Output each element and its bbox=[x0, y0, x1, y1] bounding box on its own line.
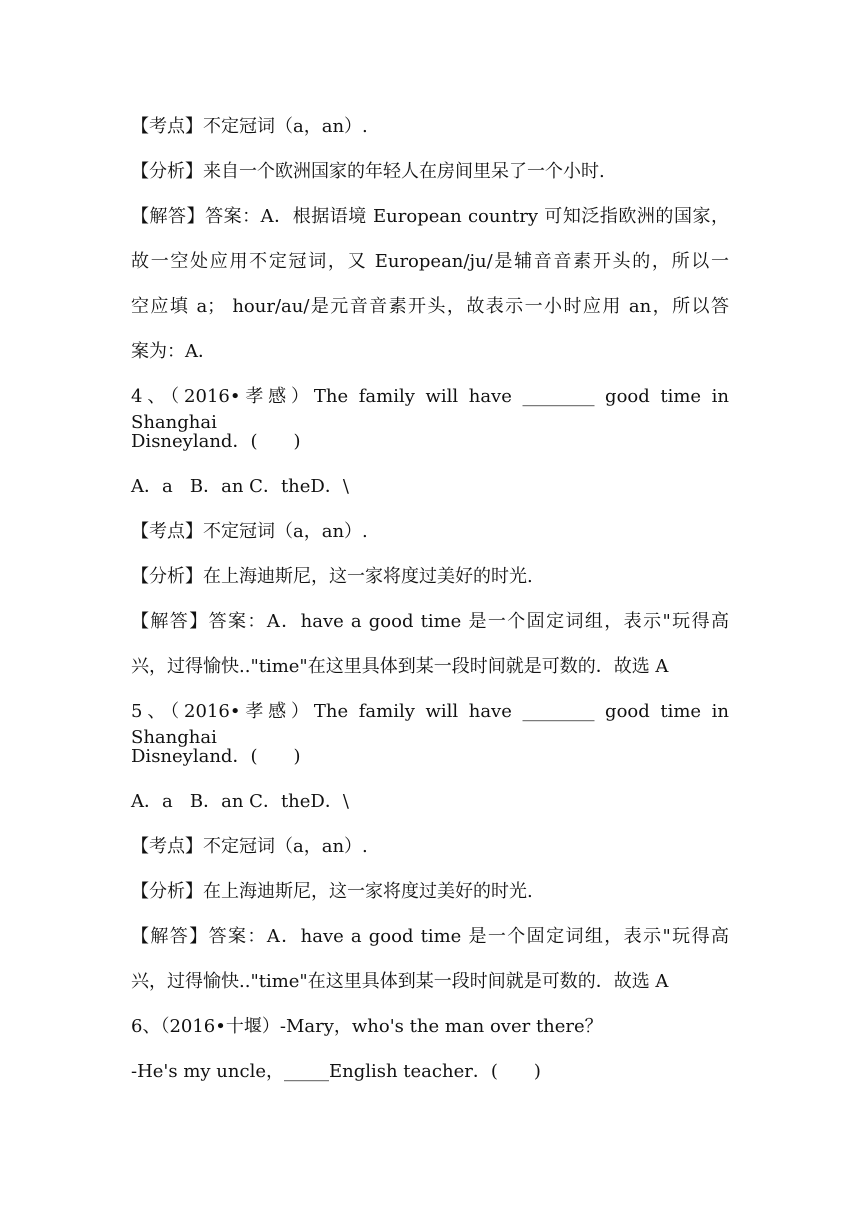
question-line: Disneyland．( ) bbox=[131, 431, 301, 452]
text-line: 【解答】答案：A．have a good time 是一个固定词组，表示"玩得高 bbox=[131, 611, 729, 632]
question-line: -He's my uncle，_____English teacher．( ) bbox=[131, 1061, 541, 1082]
question-line: 5、（2016•孝感）The family will have ________ good time in Shanghai bbox=[131, 701, 729, 748]
options-line: A．a B．an C．theD．\ bbox=[131, 791, 349, 812]
text-line: 兴，过得愉快.."time"在这里具体到某一段时间就是可数的．故选 A bbox=[131, 971, 669, 992]
text-line: 【考点】不定冠词（a，an）. bbox=[131, 521, 368, 542]
text-line: 【考点】不定冠词（a，an）. bbox=[131, 116, 368, 137]
text-line: 【解答】答案：A．根据语境 European country 可知泛指欧洲的国家， bbox=[131, 206, 729, 227]
text-line: 兴，过得愉快.."time"在这里具体到某一段时间就是可数的．故选 A bbox=[131, 656, 669, 677]
text-line: 【分析】在上海迪斯尼，这一家将度过美好的时光. bbox=[131, 566, 533, 587]
question-line: 4、（2016•孝感）The family will have ________ good time in Shanghai bbox=[131, 386, 729, 433]
options-line: A．a B．an C．theD．\ bbox=[131, 476, 349, 497]
question-line: Disneyland．( ) bbox=[131, 746, 301, 767]
text-line: 【考点】不定冠词（a，an）. bbox=[131, 836, 368, 857]
text-line: 故一空处应用不定冠词，又 European/ju/是辅音音素开头的，所以一 bbox=[131, 251, 729, 272]
text-line: 案为：A． bbox=[131, 341, 216, 362]
text-line: 【分析】在上海迪斯尼，这一家将度过美好的时光. bbox=[131, 881, 533, 902]
text-line: 【解答】答案：A．have a good time 是一个固定词组，表示"玩得高 bbox=[131, 926, 729, 947]
text-line: 【分析】来自一个欧洲国家的年轻人在房间里呆了一个小时. bbox=[131, 161, 605, 182]
text-line: 空应填 a； hour/au/是元音音素开头，故表示一小时应用 an，所以答 bbox=[131, 296, 729, 317]
question-line: 6、（2016•十堰）-Mary，who's the man over there？ bbox=[131, 1016, 603, 1037]
